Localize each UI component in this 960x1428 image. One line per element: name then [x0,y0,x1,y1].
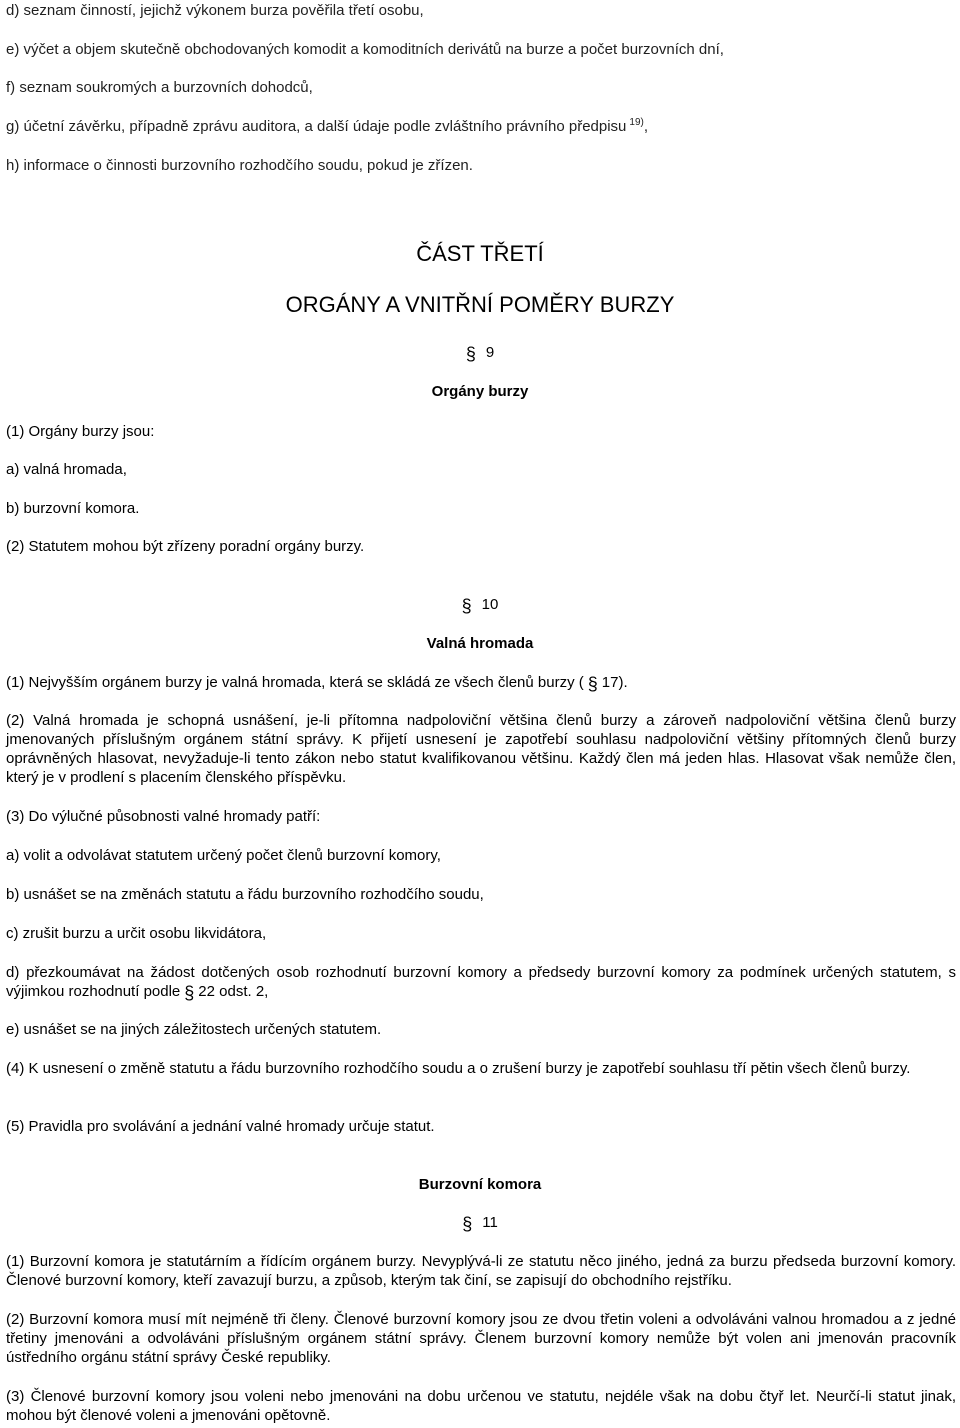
section-10-title: Valná hromada [426,635,534,652]
sec10-item-d-text: d) přezkoumávat na žádost dotčených osob rozhodnutí burzovní komory a předsedy burzovní komory za podmínek určených statutem, s výjimkou rozhodnutí podle [6,964,956,1000]
sec11-paragraph-3: (3) Členové burzovní komory jsou voleni nebo jmenováni na dobu určenou ve statutu, nejdéle však na dobu čtyř let. Neurčí-li statut jinak, mohou být členové voleni a jmenováni opětovně. [6,1388,956,1424]
sec10-paragraph-5: (5) Pravidla pro svolávání a jednání valné hromady určuje statut. [6,1118,435,1135]
sec10-paragraph-2: (2) Valná hromada je schopná usnášení, je-li přítomna nadpoloviční většina členů burzy a zároveň nadpoloviční většina členů burzy jmenovaných příslušným orgánem státní správy. K přijetí usnesení je zapotřebí souhlasu nadpoloviční většiny přítomných členů burzy oprávněných hlasovat, nevyžaduje-li tento zákon nebo statut kvalifikovanou většinu. Každý člen má jeden hlas. Hlasovat však nemůže člen, který je v prodlení s placením členského příspěvku. [6,712,956,786]
section-sign-icon: § [587,674,598,694]
part-title-heading: ORGÁNY A VNITŘNÍ POMĚRY BURZY [285,292,675,317]
sec10-item-d [6,963,956,1003]
section-10-number-text: 10 [481,596,499,613]
sec10-p1-end: ). [618,674,628,691]
section-9-number-text: 9 [485,344,495,361]
sec10-paragraph-4: (4) K usnesení o změně statutu a řádu burzovního rozhodčího soudu a o zrušení burzy je zapotřebí souhlasu tří pětin všech členů burzy. [6,1060,911,1077]
sec10-paragraph-3: (3) Do výlučné působnosti valné hromady patří: [6,808,321,825]
section-sign-icon: § [462,1214,473,1234]
section-11-number [0,1212,960,1235]
sec10-item-a: a) volit a odvolávat statutem určený počet členů burzovní komory, [6,847,441,864]
sec10-item-c: c) zrušit burzu a určit osobu likvidátora, [6,925,267,942]
list-item-h: h) informace o činnosti burzovního rozhodčího soudu, pokud je zřízen. [6,157,473,174]
sec10-item-d-end: , [264,983,269,1000]
sec10-p1-text: (1) Nejvyšším orgánem burzy je valná hromada, která se skládá ze všech členů burzy ( [6,674,584,691]
list-item-g-text: g) účetní závěrku, případně zprávu auditora, a další údaje podle zvláštního právního předpisu [6,118,627,135]
list-item-f: f) seznam soukromých a burzovních dohodců, [6,79,313,96]
section-sign-icon: § [461,596,472,616]
section-11-number-text: 11 [482,1214,498,1231]
sec10-item-e: e) usnášet se na jiných záležitostech určených statutem. [6,1021,382,1038]
sec10-item-d-ref[interactable]: 22 odst. 2 [198,983,265,1000]
list-item-g-end: , [643,118,649,135]
section-11-title: Burzovní komora [418,1176,542,1193]
section-sign-icon: § [465,344,476,364]
sec11-paragraph-1: (1) Burzovní komora je statutárním a řídícím orgánem burzy. Nevyplývá-li ze statutu něco jiného, jedná za burzu předseda burzovní komory. Členové burzovní komory, kteří zavazují burzu, a způsob, kterým tak činí, se zapisují do obchodního rejstříku. [6,1253,956,1289]
section-sign-icon: § [184,983,195,1003]
sec9-line-1: (1) Orgány burzy jsou: [6,423,155,440]
section-10-number [0,594,960,617]
sec10-paragraph-1 [6,673,956,694]
sec11-paragraph-2: (2) Burzovní komora musí mít nejméně tři členy. Členové burzovní komory jsou ze dvou třetin voleni a odvoláváni valnou hromadou a z jedné třetiny jmenováni a odvoláváni příslušným orgánem státní správy. Členem burzovní komory nemůže být volen ani jmenován pracovník ústředního orgánu státní správy České republiky. [6,1311,956,1366]
section-9-title: Orgány burzy [431,383,529,400]
footnote-ref[interactable]: 19) [629,117,644,128]
sec9-line-a: a) valná hromada, [6,461,127,478]
sec10-item-b: b) usnášet se na změnách statutu a řádu burzovního rozhodčího soudu, [6,886,484,903]
list-item-d: d) seznam činností, jejichž výkonem burza pověřila třetí osobu, [6,2,424,19]
section-9-number [0,342,960,365]
list-item-g [6,117,956,136]
sec10-p1-ref[interactable]: 17 [601,674,619,691]
sec9-line-b: b) burzovní komora. [6,500,140,517]
part-number-heading: ČÁST TŘETÍ [416,241,544,266]
sec9-line-2: (2) Statutem mohou být zřízeny poradní orgány burzy. [6,538,365,555]
list-item-e: e) výčet a objem skutečně obchodovaných komodit a komoditních derivátů na burze a počet burzovních dní, [6,41,724,58]
